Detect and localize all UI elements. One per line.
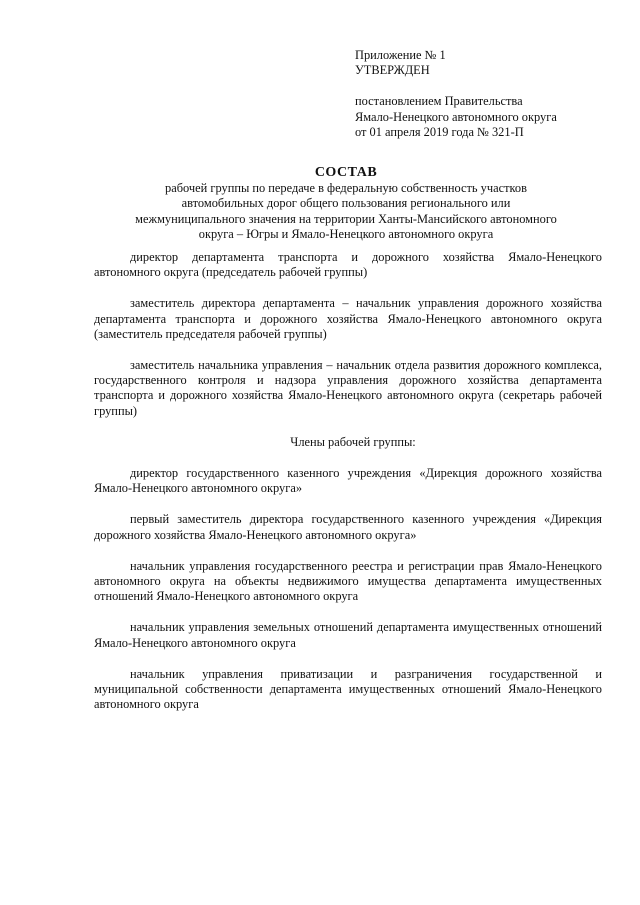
title-subtitle-line: автомобильных дорог общего пользования регионального или [181, 196, 511, 211]
member-entry: директор государственного казенного учреждения «Дирекция дорожного хозяйства Ямало-Ненецкого автономного округа» [94, 466, 602, 496]
member-entry: первый заместитель директора государственного казенного учреждения «Дирекция дорожного хозяйства Ямало-Ненецкого автономного округа» [94, 512, 602, 542]
approved-label: УТВЕРЖДЕН [355, 63, 430, 78]
resolution-date: от 01 апреля 2019 года № 321-П [355, 124, 524, 139]
composition-body [94, 250, 602, 728]
approval-block [355, 48, 615, 140]
secretary-entry: заместитель начальника управления – начальник отдела развития дорожного комплекса, государственного контроля и надзора управления дорожного хозяйства департамента транспорта и дорожного хозяйства Ямало-Ненецкого автономного округа (секретарь рабочей группы) [94, 358, 602, 418]
deputy-chairman-entry: заместитель директора департамента – начальник управления дорожного хозяйства департамента транспорта и дорожного хозяйства Ямало-Ненецкого автономного округа (заместитель председателя рабочей группы) [94, 296, 602, 341]
members-heading: Члены рабочей группы: [290, 434, 416, 449]
resolution-region: Ямало-Ненецкого автономного округа [355, 109, 557, 124]
title-subtitle-line: округа – Югры и Ямало-Ненецкого автономного округа [198, 226, 494, 241]
chairman-entry: директор департамента транспорта и дорожного хозяйства Ямало-Ненецкого автономного округа (председатель рабочей группы) [94, 250, 602, 280]
title-subtitle-line: рабочей группы по передаче в федеральную собственность участков [165, 181, 527, 196]
appendix-number: Приложение № 1 [355, 48, 446, 62]
member-entry: начальник управления земельных отношений департамента имущественных отношений Ямало-Ненецкого автономного округа [94, 620, 602, 650]
document-title: СОСТАВ [314, 165, 378, 180]
member-entry: начальник управления приватизации и разграничения государственной и муниципальной собственности департамента имущественных отношений Ямало-Ненецкого автономного округа [94, 666, 602, 712]
member-entry: начальник управления государственного реестра и регистрации прав Ямало-Ненецкого автономного округа на объекты недвижимого имущества департамента имущественных отношений Ямало-Ненецкого автономного округа [94, 558, 602, 604]
title-subtitle-line: межмуниципального значения на территории Ханты-Мансийского автономного [135, 211, 557, 226]
title-block [88, 165, 604, 242]
resolution-line: постановлением Правительства [355, 94, 523, 109]
